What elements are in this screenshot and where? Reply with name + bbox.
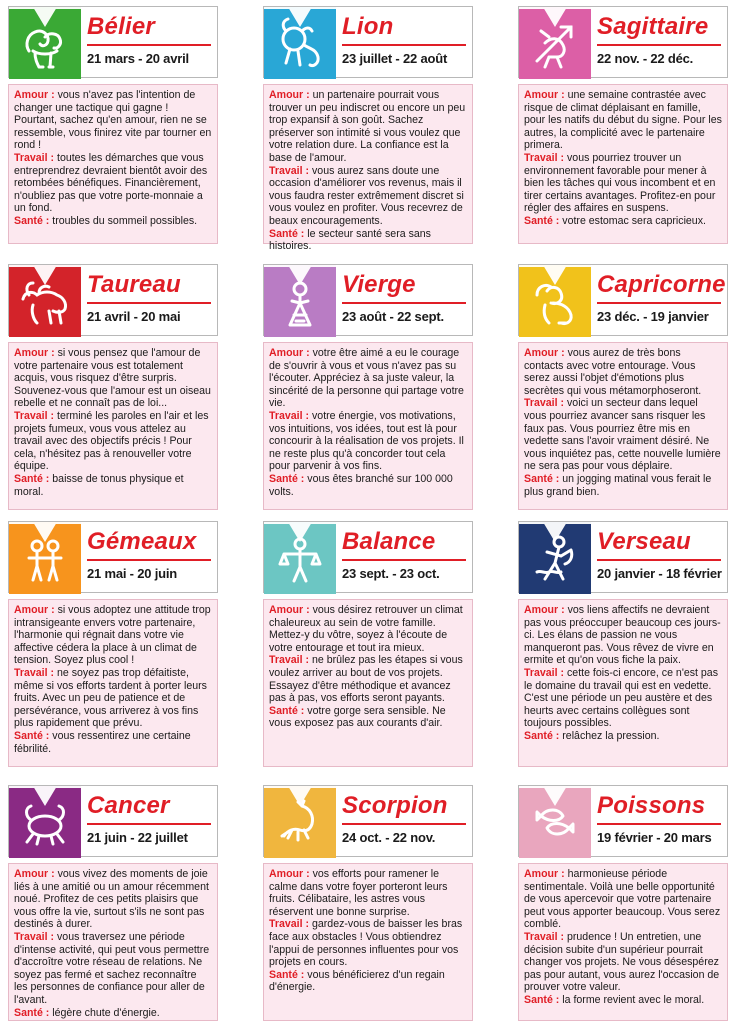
sante-label: Santé : [524, 214, 560, 227]
card-gemeaux [8, 521, 218, 767]
sante-text: relâchez la pression. [562, 729, 660, 742]
sign-dates: 23 juillet - 22 août [342, 51, 448, 66]
sign-name: Sagittaire [597, 13, 709, 40]
sante-label: Santé : [524, 472, 560, 485]
travail-text: gardez-vous de baisser les bras face aux obstacles ! Vous obtiendrez l'appui de personnes influentes pour vos projets en cours. [269, 918, 463, 969]
card-header [518, 6, 728, 78]
travail-label: Travail : [269, 164, 310, 177]
amour-label: Amour : [269, 347, 310, 359]
amour-label: Amour : [269, 604, 310, 616]
sign-name: Lion [342, 13, 394, 40]
travail-label: Travail : [14, 409, 55, 422]
card-lion [263, 6, 473, 253]
card-vierge [263, 264, 473, 510]
sign-dates: 23 août - 22 sept. [342, 309, 444, 324]
title-rule [597, 559, 721, 561]
card-scorpion [263, 785, 473, 1021]
title-rule [87, 44, 211, 46]
twins-icon [9, 522, 81, 594]
amour-label: Amour : [524, 604, 565, 616]
horoscope-text [518, 342, 728, 510]
amour-label: Amour : [524, 89, 565, 101]
goat-icon [519, 265, 591, 337]
card-header [518, 785, 728, 857]
title-rule [87, 302, 211, 304]
sign-name: Cancer [87, 792, 170, 819]
sign-name: Balance [342, 528, 436, 555]
sante-text: légère chute d'énergie. [52, 1006, 160, 1019]
amour-text: vos liens affectifs ne devraient pas vous préoccuper beaucoup ces jours-ci. Les élans de passion ne vous manqueront pas. Vous rêvez de vivre en ermite et qu'on vous fiche la paix. [524, 604, 721, 667]
sante-label: Santé : [269, 704, 305, 717]
card-header [518, 264, 728, 336]
sign-name: Taureau [87, 271, 181, 298]
title-rule [342, 559, 466, 561]
sante-label: Santé : [269, 472, 305, 485]
sign-name: Bélier [87, 13, 155, 40]
travail-label: Travail : [269, 654, 310, 667]
sign-dates: 24 oct. - 22 nov. [342, 830, 436, 845]
amour-text: vous désirez retrouver un climat chaleureux au sein de votre famille. Mettez-y du vôtre, soyez à l'écoute de votre entourage et tout ira mieux. [269, 604, 463, 654]
title-rule [342, 302, 466, 304]
sante-label: Santé : [14, 472, 50, 485]
amour-label: Amour : [14, 89, 55, 101]
card-poissons [518, 785, 728, 1021]
card-balance [263, 521, 473, 767]
water-bearer-icon [519, 522, 591, 594]
amour-text: un partenaire pourrait vous trouver un peu indiscret ou encore un peu trop expansif à son goût. Sachez préserver son intimité si vous voulez que votre relation dure. La confiance est la base de l'amour. [269, 89, 466, 164]
title-rule [597, 302, 721, 304]
travail-label: Travail : [524, 666, 565, 679]
amour-text: vous aurez de très bons contacts avec votre entourage. Vous serez aussi l'objet d'émotions plus secrètes qui vous métamorphoseront. [524, 347, 702, 397]
sante-text: la forme revient avec le moral. [562, 993, 705, 1006]
amour-text: harmonieuse période sentimentale. Voilà une belle opportunité de vous apercevoir que votre partenaire peut vous apporter beaucoup. Vous serez comblé. [524, 868, 721, 931]
amour-label: Amour : [524, 868, 565, 880]
sante-text: votre estomac sera capricieux. [562, 214, 706, 227]
horoscope-text [263, 84, 473, 253]
amour-text: si vous pensez que l'amour de votre partenaire vous est totalement acquis, vous risquez d'être surpris. Souvenez-vous que l'amour est un oiseau rebelle et ne connaît pas de loi... [14, 347, 211, 410]
title-rule [87, 823, 211, 825]
archer-icon [519, 7, 591, 79]
card-sagittaire [518, 6, 728, 244]
card-verseau [518, 521, 728, 767]
card-taureau [8, 264, 218, 510]
card-header [8, 785, 218, 857]
sign-dates: 20 janvier - 18 février [597, 566, 722, 581]
sign-dates: 19 février - 20 mars [597, 830, 712, 845]
horoscope-text [263, 599, 473, 767]
travail-text: ne soyez pas trop défaitiste, même si vos efforts tardent à porter leurs fruits. Avec un peu de patience et de persévérance, vous arriverez à vos fins plus rapidement que prévu. [14, 666, 207, 730]
title-rule [597, 823, 721, 825]
amour-label: Amour : [269, 868, 310, 880]
horoscope-text [8, 863, 218, 1021]
sign-name: Scorpion [342, 792, 448, 819]
sign-name: Gémeaux [87, 528, 197, 555]
card-header [8, 6, 218, 78]
virgin-icon [264, 265, 336, 337]
amour-label: Amour : [14, 604, 55, 616]
travail-text: vous aurez sans doute une occasion d'améliorer vos revenus, mais il vous faudra rester extrêmement discret si vous voulez en profiter. Vous recevrez de beaux encouragements. [269, 164, 464, 227]
sante-label: Santé : [524, 993, 560, 1006]
travail-text: votre énergie, vos motivations, vos intuitions, vos idées, tout est là pour concourir à la réalisation de vos projets. Il ne reste plus qu'à concorder tout cela pour parvenir à vos fins. [269, 409, 464, 473]
horoscope-text [518, 863, 728, 1021]
card-header [263, 264, 473, 336]
travail-label: Travail : [524, 151, 565, 164]
travail-text: voici un secteur dans lequel vous pourriez avancer sans risquer les faux pas. Vous pourriez être mis en vedette sans l'avoir vraiment désiré. Ne vous inquiétez pas, cette nouvelle lumière ne sera pas pour vous déplaire. [524, 397, 721, 473]
travail-text: terminé les paroles en l'air et les projets fumeux, vous vous attelez au travail avec des objectifs précis ! Pour cela, n'hésitez pas à renouveller votre équipe. [14, 409, 209, 473]
sign-dates: 23 sept. - 23 oct. [342, 566, 440, 581]
title-rule [87, 559, 211, 561]
travail-text: prudence ! Un entretien, une décision subite d'un supérieur pourrait changer vos projets. Ne vous désespérez pas pour autant, vous aurez l'occasion de prouver votre valeur. [524, 930, 720, 994]
travail-text: vous traversez une période d'intense activité, qui peut vous permettre d'accroître votre réseau de relations. Ne soyez pas fermé et sachez reconnaître les personnes de confiance pour aller de l'avant. [14, 930, 210, 1006]
sign-name: Vierge [342, 271, 416, 298]
amour-label: Amour : [14, 347, 55, 359]
travail-text: toutes les démarches que vous entreprendrez devraient bientôt avoir des retombées bénéfiques. Financièrement, n'oubliez pas que votre porte-monnaie a un fond. [14, 151, 208, 215]
horoscope-text [8, 599, 218, 767]
card-cancer [8, 785, 218, 1021]
horoscope-text [518, 84, 728, 244]
sante-label: Santé : [269, 227, 305, 240]
title-rule [342, 823, 466, 825]
horoscope-text [8, 342, 218, 510]
travail-text: vous pourriez trouver un environnement favorable pour mener à bien les tâches qui vous incombent et en tirer certains avantages. Profitez-en pour régler des affaires en suspens. [524, 151, 716, 215]
sante-text: un jogging matinal vous ferait le plus grand bien. [524, 472, 712, 498]
amour-text: vos efforts pour ramener le calme dans votre foyer porteront leurs fruits. Célibataire, les astres vous réservent une bonne surprise. [269, 868, 448, 918]
sign-name: Poissons [597, 792, 706, 819]
travail-label: Travail : [14, 151, 55, 164]
fish-icon [519, 786, 591, 858]
travail-label: Travail : [14, 666, 55, 679]
bull-icon [9, 265, 81, 337]
sign-dates: 21 avril - 20 mai [87, 309, 181, 324]
travail-label: Travail : [14, 930, 55, 943]
card-header [518, 521, 728, 593]
card-header [8, 264, 218, 336]
amour-label: Amour : [269, 89, 310, 101]
horoscope-text [8, 84, 218, 244]
sante-text: vous ressentirez une certaine fébrilité. [14, 729, 191, 755]
sante-label: Santé : [269, 968, 305, 981]
sante-text: baisse de tonus physique et moral. [14, 472, 184, 498]
travail-text: ne brûlez pas les étapes si vous voulez arriver au bout de vos projets. Essayez d'être méthodique et avancez pas à pas, vos efforts seront payants. [269, 654, 463, 705]
sante-label: Santé : [14, 729, 50, 742]
sign-dates: 22 nov. - 22 déc. [597, 51, 694, 66]
scales-icon [264, 522, 336, 594]
sante-label: Santé : [14, 214, 50, 227]
card-capricorne [518, 264, 728, 510]
card-header [8, 521, 218, 593]
amour-text: votre être aimé a eu le courage de s'ouvrir à vous et vous n'avez pas su l'écouter. Appréciez à sa juste valeur, la sincérité de la personne qui partage votre vie. [269, 347, 464, 410]
lion-icon [264, 7, 336, 79]
sante-label: Santé : [524, 729, 560, 742]
title-rule [597, 44, 721, 46]
sante-text: vous bénéficierez d'un regain d'énergie. [269, 968, 445, 994]
scorpion-icon [264, 786, 336, 858]
sante-text: vous êtes branché sur 100 000 volts. [269, 472, 453, 498]
card-header [263, 6, 473, 78]
sign-name: Capricorne [597, 271, 726, 298]
sign-dates: 23 déc. - 19 janvier [597, 309, 709, 324]
travail-label: Travail : [524, 930, 565, 943]
ram-icon [9, 7, 81, 79]
horoscope-text [263, 863, 473, 1021]
sante-text: le secteur santé sera sans histoires. [269, 227, 431, 253]
travail-label: Travail : [524, 397, 565, 410]
travail-label: Travail : [269, 918, 310, 931]
travail-text: cette fois-ci encore, ce n'est pas le domaine du travail qui est en vedette. C'est une période un peu austère et des heurts avec certains collègues sont toujours possibles. [524, 666, 718, 730]
amour-text: si vous adoptez une attitude trop intransigeante envers votre partenaire, l'harmonie qui régnait dans votre vie affective cédera la place à un climat de tension. Soyez plus cool ! [14, 604, 211, 667]
sign-dates: 21 juin - 22 juillet [87, 830, 188, 845]
card-header [263, 521, 473, 593]
sign-dates: 21 mai - 20 juin [87, 566, 178, 581]
sign-name: Verseau [597, 528, 691, 555]
amour-text: vous vivez des moments de joie liés à une amitié ou un amour récemment noué. Profitez de ces petits plaisirs que vous offre la vie, surtout s'ils ne sont pas destinés à durer. [14, 868, 209, 931]
sante-text: troubles du sommeil possibles. [52, 214, 198, 227]
card-belier [8, 6, 218, 244]
crab-icon [9, 786, 81, 858]
horoscope-text [518, 599, 728, 767]
sign-dates: 21 mars - 20 avril [87, 51, 189, 66]
title-rule [342, 44, 466, 46]
card-header [263, 785, 473, 857]
amour-text: vous n'avez pas l'intention de changer une tactique qui gagne ! Pourtant, sachez qu'en amour, rien ne se ressemble, vous finirez vite par tourner en rond ! [14, 89, 212, 152]
amour-label: Amour : [524, 347, 565, 359]
sante-label: Santé : [14, 1006, 50, 1019]
travail-label: Travail : [269, 409, 310, 422]
sante-text: votre gorge sera sensible. Ne vous exposez pas aux courants d'air. [269, 704, 446, 730]
amour-text: une semaine contrastée avec risque de climat déplaisant en famille, pour les natifs du début du signe. Pour les autres, la complicité avec le partenaire primera. [524, 89, 722, 152]
amour-label: Amour : [14, 868, 55, 880]
horoscope-text [263, 342, 473, 510]
